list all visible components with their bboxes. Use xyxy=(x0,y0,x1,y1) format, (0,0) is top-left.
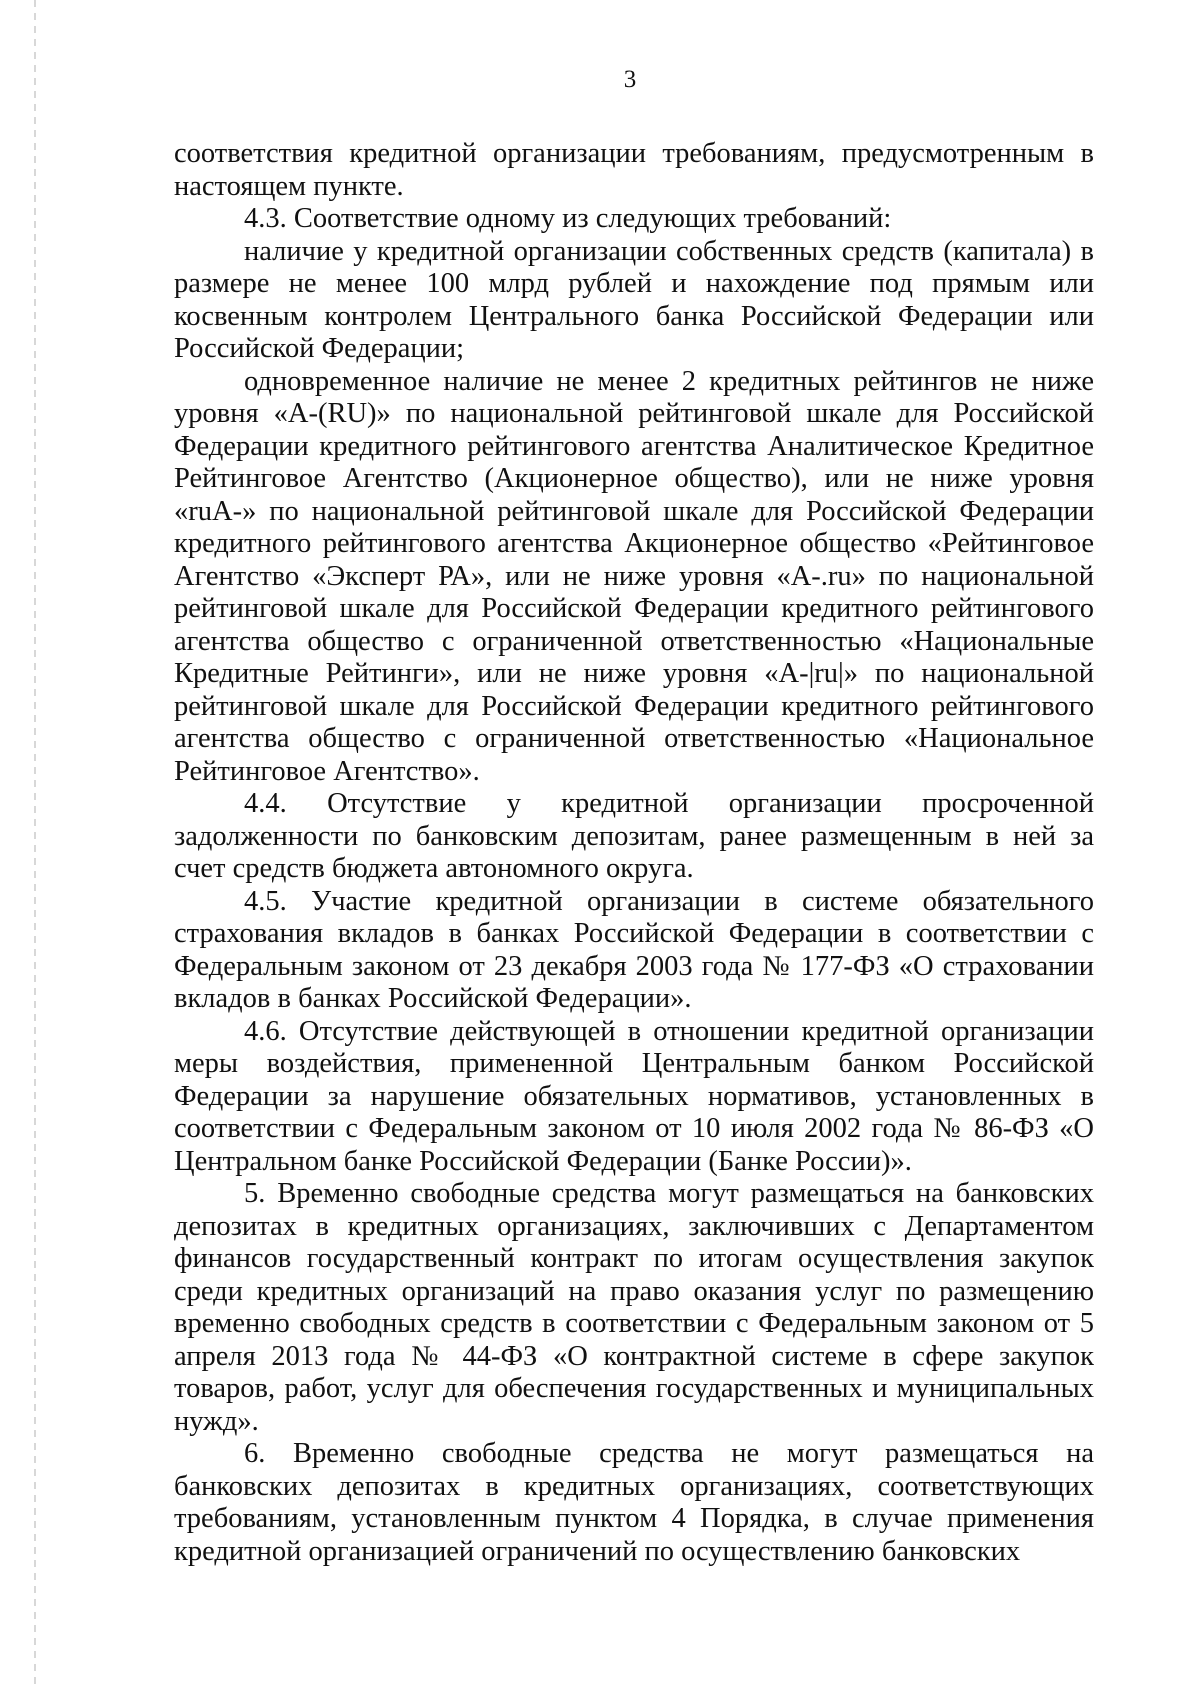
paragraph-4-3: 4.3. Соответствие одному из следующих требований: xyxy=(244,203,892,234)
paragraph-4-3-capital: наличие у кредитной организации собственных средств (капитала) в размере не менее 100 млрд рублей и нахождение под прямым или косвенным контролем Центрального банка Российской Федерации или Российской Федерации; xyxy=(174,235,1094,364)
paragraph-4-4: 4.4. Отсутствие у кредитной организации просроченной задолженности по банковским депозитам, ранее размещенным в ней за счет средств бюджета автономного округа. xyxy=(174,788,1094,884)
paragraph-4-3-ratings: одновременное наличие не менее 2 кредитных рейтингов не ниже уровня «A-(RU)» по национальной рейтинговой шкале для Российской Федерации кредитного рейтингового агентства Аналитическое Кредитное Рейтинговое Агентство (Акционерное общество), или не ниже уровня «ruA-» по национальной рейтинговой шкале для Российской Федерации кредитного рейтингового агентства Акционерное общество «Рейтинговое Агентство «Эксперт РА», или не ниже уровня «A-.ru» по национальной рейтинговой шкале для Российской Федерации кредитного рейтингового агентства общество с ограниченной ответственностью «Национальные Кредитные Рейтинги», или не ниже уровня «A-|ru|» по национальной рейтинговой шкале для Российской Федерации кредитного рейтингового агентства общество с ограниченной ответственностью «Национальное Рейтинговое Агентство». xyxy=(174,365,1094,787)
paragraph-6: 6. Временно свободные средства не могут размещаться на банковских депозитах в кредитных организациях, соответствующих требованиям, установленным пунктом 4 Порядка, в случае применения кредитной организацией ограничений по осуществлению банковских xyxy=(174,1438,1094,1567)
scan-edge-artifact xyxy=(34,0,36,1686)
document-body xyxy=(174,138,1094,1568)
page-number: 3 xyxy=(623,66,637,93)
paragraph-4-6: 4.6. Отсутствие действующей в отношении кредитной организации меры воздействия, примененной Центральным банком Российской Федерации за нарушение обязательных нормативов, установленных в соответствии с Федеральным законом от 10 июля 2002 года № 86-ФЗ «О Центральном банке Российской Федерации (Банке России)». xyxy=(174,1015,1094,1177)
paragraph-5: 5. Временно свободные средства могут размещаться на банковских депозитах в кредитных организациях, заключивших с Департаментом финансов государственный контракт по итогам осуществления закупок среди кредитных организаций на право оказания услуг по размещению временно свободных средств в соответствии с Федеральным законом от 5 апреля 2013 года № 44-ФЗ «О контрактной системе в сфере закупок товаров, работ, услуг для обеспечения государственных и муниципальных нужд». xyxy=(174,1178,1094,1437)
paragraph-continuation: соответствия кредитной организации требованиям, предусмотренным в настоящем пункте. xyxy=(174,138,1094,202)
paragraph-4-5: 4.5. Участие кредитной организации в системе обязательного страхования вкладов в банках Российской Федерации в соответствии с Федеральным законом от 23 декабря 2003 года № 177-ФЗ «О страховании вкладов в банках Российской Федерации». xyxy=(174,885,1094,1014)
